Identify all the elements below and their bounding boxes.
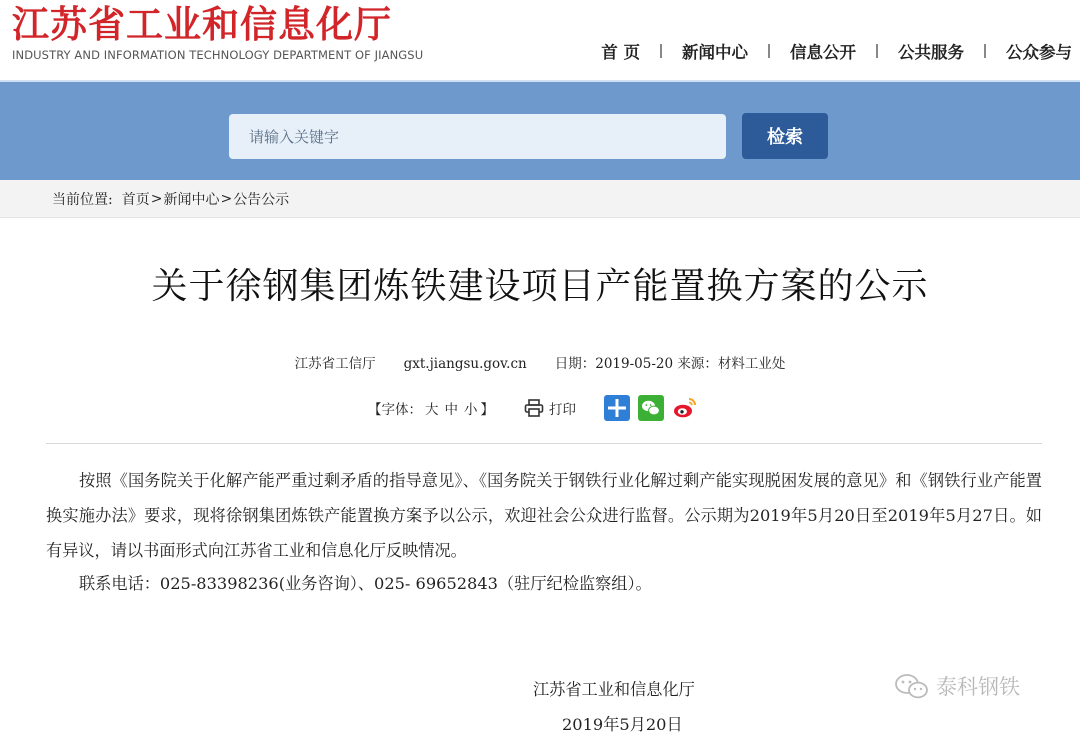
nav-item-info-disclosure[interactable]: 信息公开 [790,43,856,62]
breadcrumb-separator: > [220,190,233,207]
font-size-large[interactable]: 大 [425,402,439,418]
nav-separator [660,44,662,58]
search-banner [0,80,1080,180]
logo-chinese-name: 江苏省工业和信息化厅 [12,3,392,46]
article-signature: 江苏省工业和信息化厅 [533,680,695,699]
article-origin: 来源：材料工业处 [677,356,786,372]
article-meta [0,352,1080,372]
logo-english-name: INDUSTRY AND INFORMATION TECHNOLOGY DEPARTMENT OF JIANGSU [12,48,424,62]
nav-item-news[interactable]: 新闻中心 [682,43,748,62]
article-body: 按照《国务院关于化解产能严重过剩矛盾的指导意见》、《国务院关于钢铁行业化解过剩产能实现脱困发展的意见》和《钢铁行业产能置换实施办法》要求，现将徐钢集团炼铁产能置换方案予以公示，欢迎社会公众进行监督。公示期为2019年5月20日至2019年5月27日。如有异议，请以书面形式向江苏省工业和信息化厅反映情况。 [46,471,1042,560]
site-logo[interactable] [12,4,423,62]
breadcrumb [0,180,1080,218]
print-button[interactable] [524,398,576,418]
font-size-small[interactable]: 小 [464,402,478,418]
content-divider [46,443,1042,444]
article-date: 日期：2019-05-20 [554,356,674,372]
article-source: 江苏省工信厅 [294,356,376,372]
breadcrumb-news[interactable]: 新闻中心 [163,191,220,208]
weibo-icon[interactable] [672,395,698,421]
font-size-close: 】 [480,402,494,418]
article-title: 关于徐钢集团炼铁建设项目产能置换方案的公示 [151,266,929,307]
article-contact: 联系电话：025-83398236(业务咨询）、025- 69652843（驻厅纪检监察组）。 [79,574,652,593]
breadcrumb-home[interactable]: 首页 [121,191,150,208]
search-button[interactable]: 检索 [742,113,828,159]
search-input[interactable] [229,114,726,159]
watermark [894,671,1020,701]
nav-item-public-participation[interactable]: 公众参与 [1006,43,1072,62]
nav-separator [984,44,986,58]
article-site: gxt.jiangsu.gov.cn [403,356,527,372]
article-sign-date: 2019年5月20日 [562,715,683,734]
main-nav [601,40,1072,62]
breadcrumb-separator: > [150,190,163,207]
nav-separator [876,44,878,58]
share-plus-icon[interactable] [604,395,630,421]
share-bar [604,395,706,421]
font-size-label: 【字体： [368,402,422,418]
font-size-medium[interactable]: 中 [444,402,458,418]
wechat-watermark-icon [894,672,930,700]
article-tools [368,394,706,422]
site-header [0,0,1080,80]
watermark-text: 泰科钢铁 [936,675,1020,699]
wechat-icon[interactable] [638,395,664,421]
print-label: 打印 [549,402,576,418]
printer-icon [524,399,544,417]
nav-separator [768,44,770,58]
nav-item-home[interactable]: 首 页 [601,43,640,62]
breadcrumb-announcements[interactable]: 公告公示 [233,191,290,208]
nav-item-public-service[interactable]: 公共服务 [898,43,964,62]
font-size-control [368,398,494,418]
breadcrumb-label: 当前位置: [52,191,113,208]
